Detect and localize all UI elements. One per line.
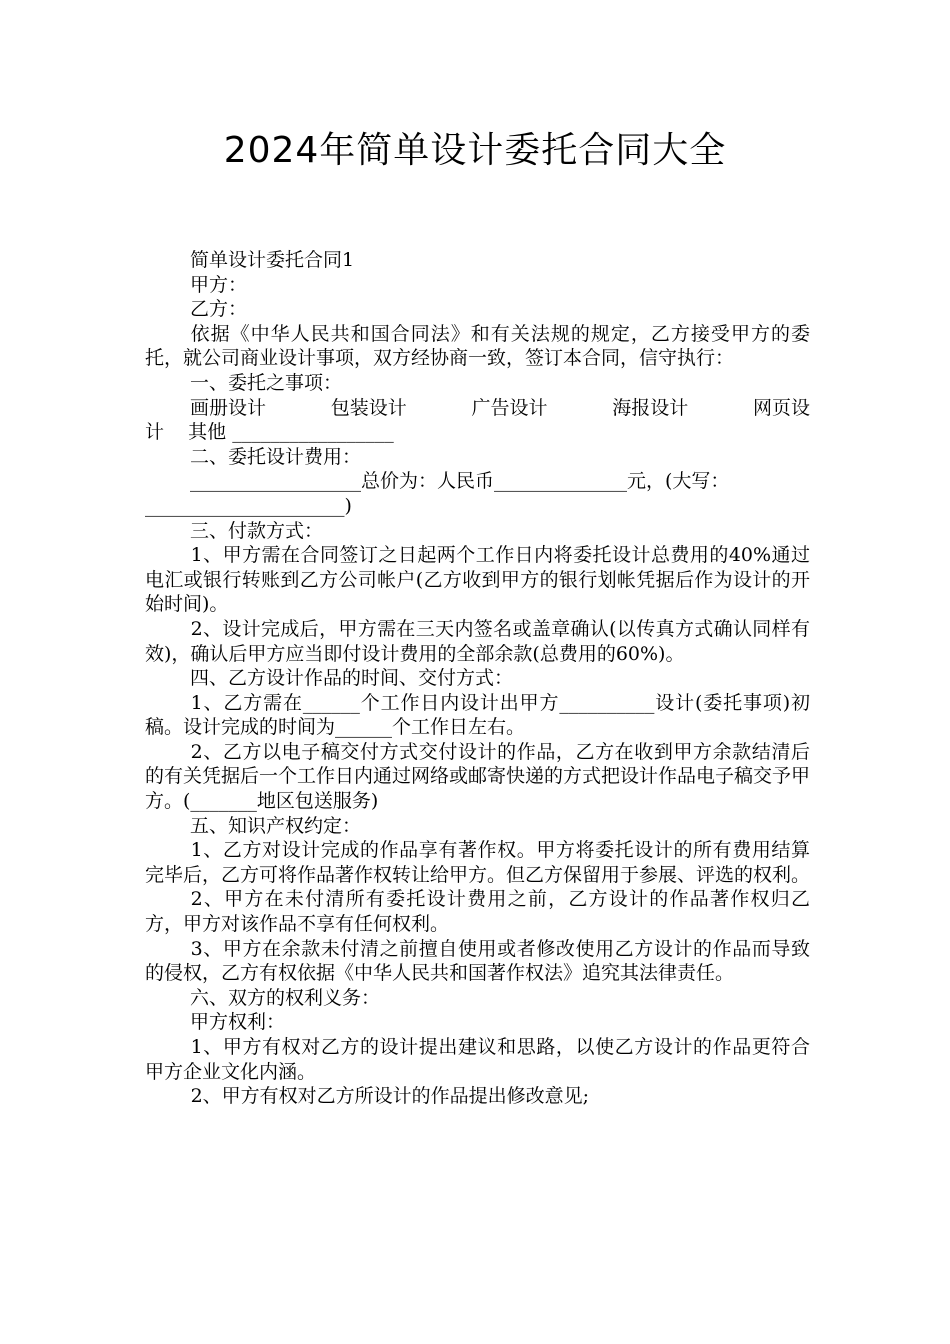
design-item: 画册设计 bbox=[190, 396, 267, 419]
design-items-other: 计 其他 _________________ bbox=[145, 421, 394, 444]
section-4-heading: 四、乙方设计作品的时间、交付方式： bbox=[190, 667, 514, 690]
ip-clause-2: 2、甲方在未付清所有委托设计费用之前，乙方设计的作品著作权归乙方，甲方对该作品不享有任何权利。 bbox=[145, 888, 810, 936]
party-a-rights-heading: 甲方权利： bbox=[190, 1011, 286, 1034]
party-a-right-1: 1、甲方有权对乙方的设计提出建议和思路，以使乙方设计的作品更符合甲方企业文化内涵。 bbox=[145, 1036, 810, 1083]
design-item: 包装设计 bbox=[330, 396, 407, 419]
section-1-heading: 一、委托之事项： bbox=[190, 371, 343, 394]
design-items-row bbox=[145, 396, 810, 421]
fee-uppercase-line: _____________________) bbox=[145, 494, 352, 517]
section-3-heading: 三、付款方式： bbox=[190, 519, 324, 542]
delivery-clause-2: 2、乙方以电子稿交付方式交付设计的作品，乙方在收到甲方余款结清后的有关凭据后一个工作日内通过网络或邮寄快递的方式把设计作品电子稿交予甲方。(_______地区包送服务) bbox=[145, 740, 811, 813]
section-6-heading: 六、双方的权利义务： bbox=[190, 986, 381, 1009]
section-5-heading: 五、知识产权约定： bbox=[190, 814, 362, 837]
section-2-heading: 二、委托设计费用： bbox=[190, 445, 362, 468]
party-a-label: 甲方： bbox=[190, 273, 248, 296]
ip-clause-3: 3、甲方在余款未付清之前擅自使用或者修改使用乙方设计的作品而导致的侵权，乙方有权依据《中华人民共和国著作权法》追究其法律责任。 bbox=[145, 937, 810, 985]
design-item: 广告设计 bbox=[471, 396, 548, 419]
payment-clause-1: 1、甲方需在合同签订之日起两个工作日内将委托设计总费用的40%通过电汇或银行转账到乙方公司帐户(乙方收到甲方的银行划帐凭据后作为设计的开始时间)。 bbox=[145, 544, 810, 616]
party-a-right-2: 2、甲方有权对乙方所设计的作品提出修改意见; bbox=[190, 1085, 590, 1108]
payment-clause-2: 2、设计完成后，甲方需在三天内签名或盖章确认(以传真方式确认同样有效)，确认后甲方应当即付设计费用的全部余款(总费用的60%)。 bbox=[145, 617, 810, 665]
design-item: 海报设计 bbox=[612, 396, 689, 419]
contract-body bbox=[145, 248, 810, 1109]
design-item: 网页设 bbox=[752, 396, 810, 419]
fee-total-line: __________________总价为：人民币______________元，(大写： bbox=[190, 470, 730, 493]
ip-clause-1: 1、乙方对设计完成的作品享有著作权。甲方将委托设计的所有费用结算完毕后，乙方可将作品著作权转让给甲方。但乙方保留用于参展、评选的权利。 bbox=[145, 839, 811, 886]
delivery-clause-1: 1、乙方需在______个工作日内设计出甲方__________设计(委托事项)初稿。设计完成的时间为______个工作日左右。 bbox=[145, 691, 810, 739]
contract-heading: 简单设计委托合同1 bbox=[190, 249, 355, 271]
party-b-label: 乙方： bbox=[190, 298, 248, 321]
document-title: 2024年简单设计委托合同大全 bbox=[223, 130, 727, 171]
preamble-paragraph: 依据《中华人民共和国合同法》和有关法规的规定，乙方接受甲方的委托，就公司商业设计事项，双方经协商一致，签订本合同，信守执行： bbox=[145, 322, 810, 370]
